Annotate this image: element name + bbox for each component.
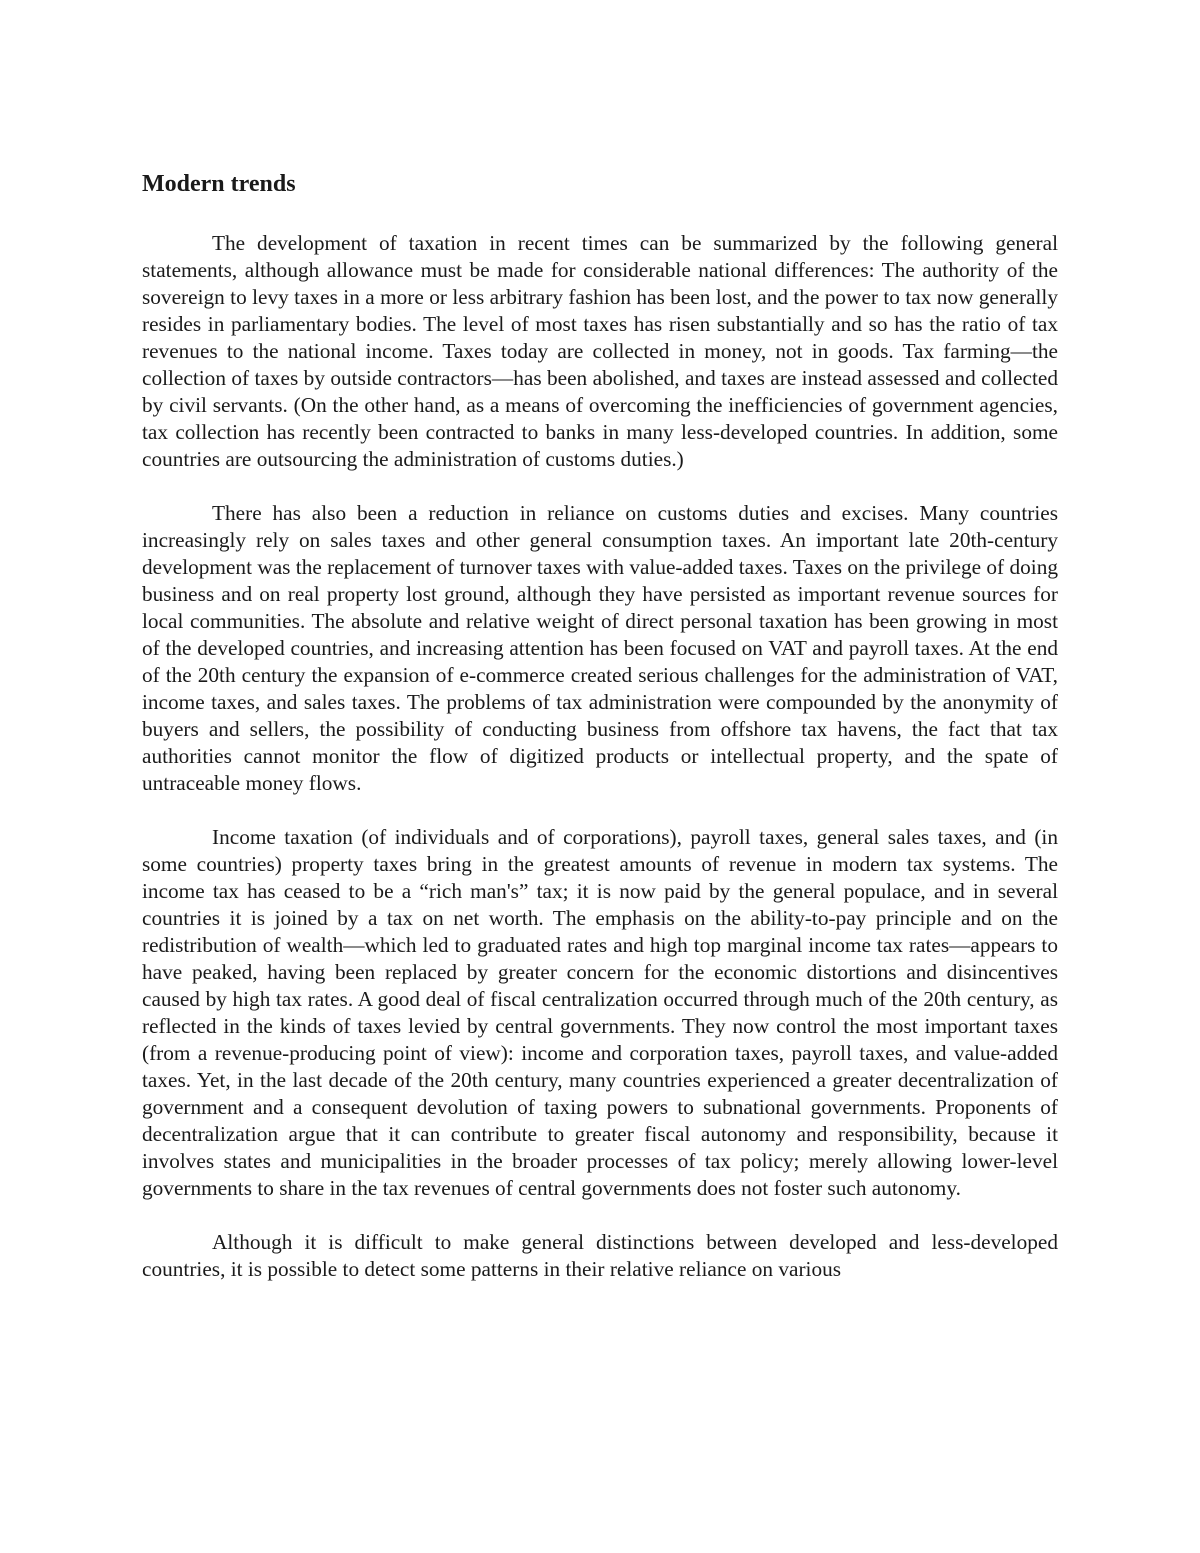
paragraph-3: Income taxation (of individuals and of corporations), payroll taxes, general sales taxes, and (in some countries) property taxes bring in the greatest amounts of revenue in modern tax systems. The income tax has ceased to be a “rich man's” tax; it is now paid by the general populace, and in several countries it is joined by a tax on net worth. The emphasis on the ability-to-pay principle and on the redistribution of wealth—which led to graduated rates and high top marginal income tax rates—appears to have peaked, having been replaced by greater concern for the economic distortions and disincentives caused by high tax rates. A good deal of fiscal centralization occurred through much of the 20th century, as reflected in the kinds of taxes levied by central governments. They now control the most important taxes (from a revenue-producing point of view): income and corporation taxes, payroll taxes, and value-added taxes. Yet, in the last decade of the 20th century, many countries experienced a greater decentralization of government and a consequent devolution of taxing powers to subnational governments. Proponents of decentralization argue that it can contribute to greater fiscal autonomy and responsibility, because it involves states and municipalities in the broader processes of tax policy; merely allowing lower-level governments to share in the tax revenues of central governments does not foster such autonomy. [142,825,1058,1200]
document-body [142,168,1058,1310]
paragraph-2: There has also been a reduction in reliance on customs duties and excises. Many countries increasingly rely on sales taxes and other general consumption taxes. An important late 20th-century development was the replacement of turnover taxes with value-added taxes. Taxes on the privilege of doing business and on real property lost ground, although they have persisted as important revenue sources for local communities. The absolute and relative weight of direct personal taxation has been growing in most of the developed countries, and increasing attention has been focused on VAT and payroll taxes. At the end of the 20th century the expansion of e-commerce created serious challenges for the administration of VAT, income taxes, and sales taxes. The problems of tax administration were compounded by the anonymity of buyers and sellers, the possibility of conducting business from offshore tax havens, the fact that tax authorities cannot monitor the flow of digitized products or intellectual property, and the spate of untraceable money flows. [142,501,1058,795]
paragraph-4: Although it is difficult to make general distinctions between developed and less-developed countries, it is possible to detect some patterns in their relative reliance on various [142,1230,1058,1281]
paragraph-1: The development of taxation in recent times can be summarized by the following general statements, although allowance must be made for considerable national differences: The authority of the sovereign to levy taxes in a more or less arbitrary fashion has been lost, and the power to tax now generally resides in parliamentary bodies. The level of most taxes has risen substantially and so has the ratio of tax revenues to the national income. Taxes today are collected in money, not in goods. Tax farming—the collection of taxes by outside contractors—has been abolished, and taxes are instead assessed and collected by civil servants. (On the other hand, as a means of overcoming the inefficiencies of government agencies, tax collection has recently been contracted to banks in many less-developed countries. In addition, some countries are outsourcing the administration of customs duties.) [142,231,1058,471]
section-heading: Modern trends [142,171,296,197]
